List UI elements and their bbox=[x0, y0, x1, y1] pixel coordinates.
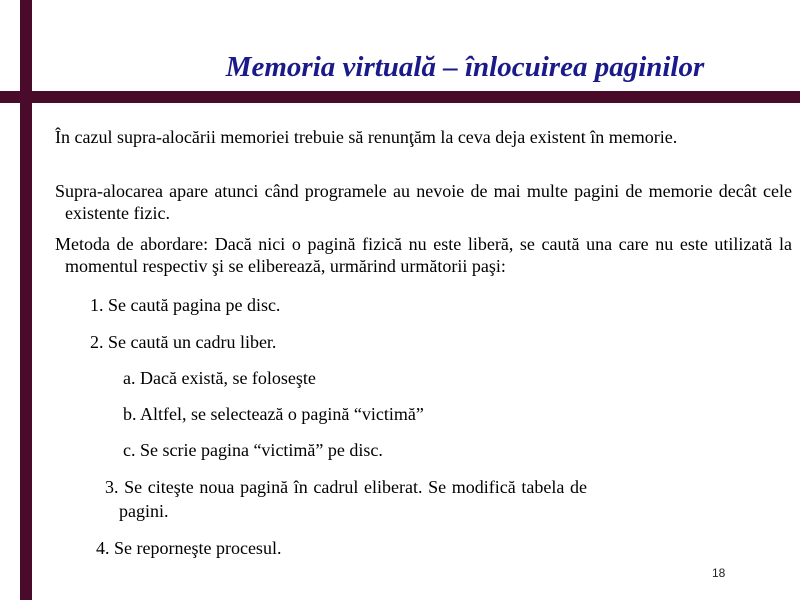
page-number: 18 bbox=[712, 566, 726, 580]
step-1: 1. Se caută pagina pe disc. bbox=[90, 295, 281, 315]
paragraph-overallocation: În cazul supra-alocării memoriei trebuie să renunţăm la ceva deja existent în memorie. bbox=[55, 127, 678, 147]
slide-title: Memoria virtuală – înlocuirea paginilor bbox=[225, 51, 705, 83]
step-3: 3. Se citeşte noua pagină în cadrul eliberat. Se modifică tabela de pagini. bbox=[105, 477, 587, 521]
step-2b: b. Altfel, se selectează o pagină “victimă” bbox=[123, 404, 424, 424]
left-vertical-bar bbox=[20, 0, 32, 600]
step-2: 2. Se caută un cadru liber. bbox=[90, 332, 277, 352]
step-4: 4. Se reporneşte procesul. bbox=[96, 538, 282, 558]
step-2a: a. Dacă există, se foloseşte bbox=[123, 368, 316, 388]
title-underline-bar bbox=[0, 91, 800, 103]
paragraph-overallocation-cause: Supra-alocarea apare atunci când programele au nevoie de mai multe pagini de memorie decât cele existente fizic. bbox=[55, 181, 792, 223]
paragraph-approach: Metoda de abordare: Dacă nici o pagină fizică nu este liberă, se caută una care nu este utilizată la momentul respectiv şi se eliberează, urmărind următorii paşi: bbox=[55, 234, 792, 276]
step-2c: c. Se scrie pagina “victimă” pe disc. bbox=[123, 440, 383, 460]
